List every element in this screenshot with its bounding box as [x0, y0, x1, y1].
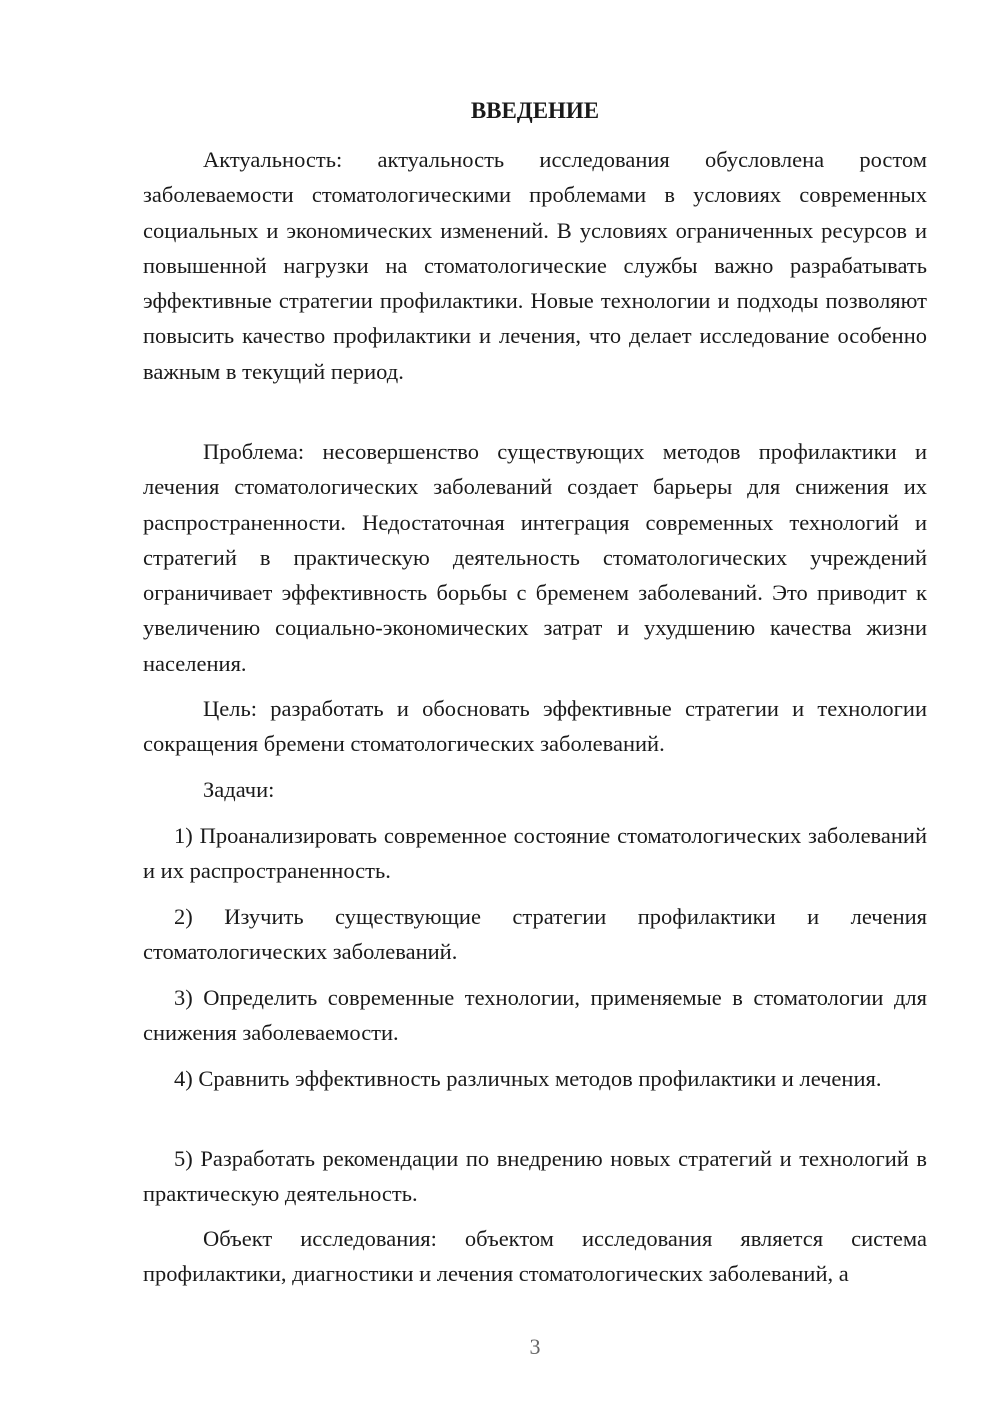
document-page [143, 0, 927, 1414]
relevance-paragraph: Актуальность: актуальность исследования обусловлена ростом заболеваемости стоматологическими проблемами в условиях современных социальных и экономических изменений. В условиях ограниченных ресурсов и повышенной нагрузки на стоматологические службы важно разрабатывать эффективные стратегии профилактики. Новые технологии и подходы позволяют повысить качество профилактики и лечения, что делает исследование особенно важным в текущий период. [143, 147, 927, 384]
task-item-3: 3) Определить современные технологии, применяемые в стоматологии для снижения заболеваемости. [143, 985, 927, 1046]
task-item-4: 4) Сравнить эффективность различных методов профилактики и лечения. [174, 1066, 882, 1091]
task-item-2: 2) Изучить существующие стратегии профилактики и лечения стоматологических заболеваний. [143, 904, 927, 965]
object-paragraph: Объект исследования: объектом исследования является система профилактики, диагностики и лечения стоматологических заболеваний, а [143, 1226, 927, 1287]
task-item-5: 5) Разработать рекомендации по внедрению новых стратегий и технологий в практическую деятельность. [143, 1146, 927, 1207]
task-item-1: 1) Проанализировать современное состояние стоматологических заболеваний и их распространенность. [143, 823, 927, 884]
page-number: 3 [529, 1334, 541, 1359]
tasks-heading: Задачи: [203, 777, 275, 802]
page-title: ВВЕДЕНИЕ [470, 98, 600, 123]
goal-paragraph: Цель: разработать и обосновать эффективные стратегии и технологии сокращения бремени стоматологических заболеваний. [143, 696, 927, 757]
problem-paragraph: Проблема: несовершенство существующих методов профилактики и лечения стоматологических заболеваний создает барьеры для снижения их распространенности. Недостаточная интеграция современных технологий и стратегий в практическую деятельность стоматологических учреждений ограничивает эффективность борьбы с бременем заболеваний. Это приводит к увеличению социально-экономических затрат и ухудшению качества жизни населения. [143, 439, 927, 676]
